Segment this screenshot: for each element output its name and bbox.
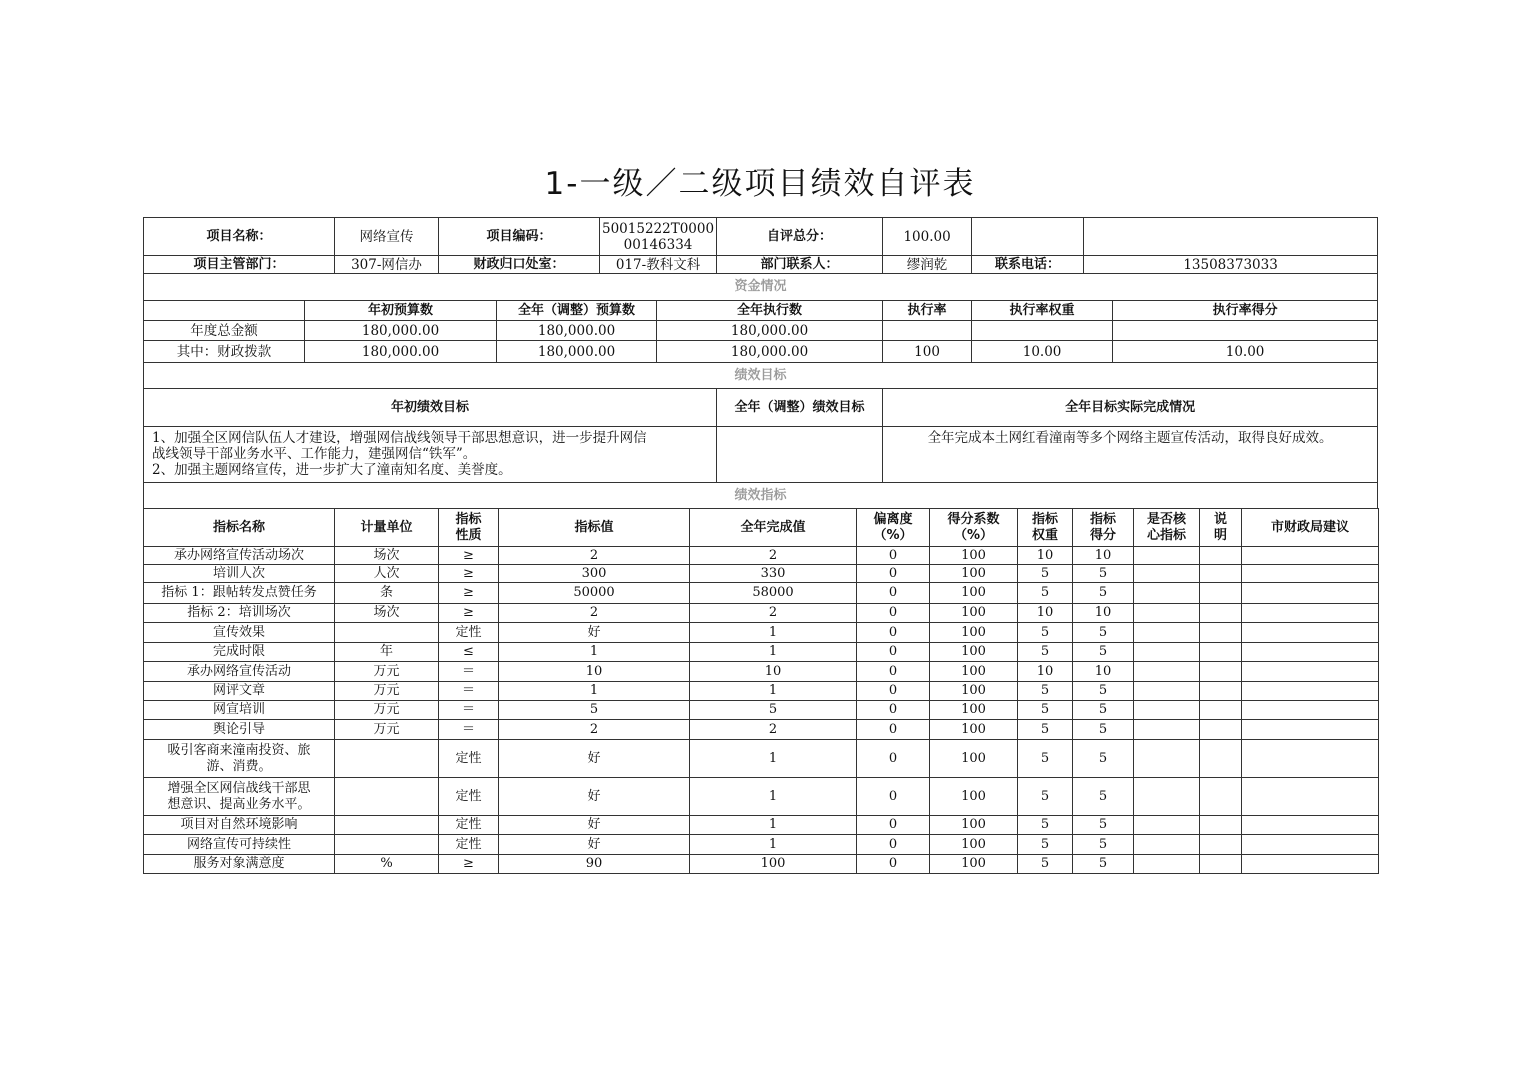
indicator-value: 2	[499, 604, 690, 623]
indicator-deviation: 0	[857, 583, 930, 604]
indicator-nature: ＝	[439, 701, 499, 720]
page-title: 1-一级／二级项目绩效自评表	[544, 166, 976, 202]
funds-header	[144, 301, 305, 321]
indicator-score: 5	[1073, 740, 1134, 778]
indicator-deviation: 0	[857, 816, 930, 835]
indicator-coef: 100	[930, 816, 1018, 835]
funds-header: 执行率权重	[972, 301, 1113, 321]
header-line: 得分系数	[947, 511, 1000, 527]
indicator-value: 5	[499, 701, 690, 720]
indicator-advice	[1242, 604, 1379, 623]
funds-section-row	[144, 274, 1378, 301]
indicator-coef: 100	[930, 740, 1018, 778]
goals-adjusted-header: 全年（调整）绩效目标	[717, 389, 883, 427]
indicator-row	[144, 778, 1379, 816]
header-line: 指标	[1031, 511, 1058, 527]
header-line: 心指标	[1146, 527, 1186, 543]
indicator-advice	[1242, 740, 1379, 778]
header-line: 是否核	[1146, 511, 1186, 527]
indicator-header-weight	[1018, 509, 1073, 547]
funds-header: 执行率得分	[1113, 301, 1378, 321]
indicator-row	[144, 816, 1379, 835]
indicator-name: 宣传效果	[144, 623, 335, 643]
header-line: 明	[1213, 527, 1227, 543]
dept-label: 项目主管部门：	[144, 256, 335, 274]
header-line: 得分	[1089, 527, 1116, 543]
indicator-core	[1134, 701, 1200, 720]
indicator-unit: 年	[335, 643, 439, 662]
header-line: 权重	[1031, 527, 1058, 543]
indicator-name: 舆论引导	[144, 720, 335, 740]
indicator-weight: 10	[1018, 662, 1073, 682]
indicator-value: 1	[499, 643, 690, 662]
funds-cell: 100	[883, 341, 972, 363]
indicator-header-core	[1134, 509, 1200, 547]
indicator-note	[1200, 701, 1242, 720]
project-code-label: 项目编码：	[439, 218, 600, 256]
indicator-weight: 5	[1018, 855, 1073, 874]
funds-row	[144, 341, 1378, 363]
indicator-nature: ≥	[439, 583, 499, 604]
indicator-advice	[1242, 583, 1379, 604]
indicator-core	[1134, 682, 1200, 701]
indicator-nature: ＝	[439, 720, 499, 740]
phone-label: 联系电话：	[972, 256, 1084, 274]
goals-actual-text: 全年完成本土网红看潼南等多个网络主题宣传活动，取得良好成效。	[883, 427, 1378, 483]
indicator-core	[1134, 720, 1200, 740]
indicator-deviation: 0	[857, 701, 930, 720]
indicator-note	[1200, 547, 1242, 565]
funds-section-title: 资金情况	[144, 274, 1378, 301]
indicator-nature: ＝	[439, 682, 499, 701]
indicator-core	[1134, 604, 1200, 623]
indicator-nature: 定性	[439, 740, 499, 778]
indicator-deviation: 0	[857, 720, 930, 740]
indicator-note	[1200, 643, 1242, 662]
indicator-header-advice: 市财政局建议	[1242, 509, 1379, 547]
indicator-core	[1134, 816, 1200, 835]
score-total-value: 100.00	[883, 218, 972, 256]
indicator-name-line: 游、消费。	[206, 758, 272, 774]
indicator-nature: ≥	[439, 855, 499, 874]
indicator-core	[1134, 583, 1200, 604]
project-code-line2: 00146334	[623, 236, 693, 253]
indicator-completed: 1	[690, 740, 857, 778]
indicator-coef: 100	[930, 835, 1018, 855]
funds-cell	[883, 321, 972, 341]
indicator-completed: 2	[690, 547, 857, 565]
project-code-value	[600, 218, 717, 256]
indicator-unit	[335, 740, 439, 778]
goals-initial-line: 2、加强主题网络宣传，进一步扩大了潼南知名度、美誉度。	[152, 462, 512, 478]
indicator-advice	[1242, 565, 1379, 583]
indicator-weight: 5	[1018, 701, 1073, 720]
indicator-coef: 100	[930, 720, 1018, 740]
indicator-core	[1134, 643, 1200, 662]
indicator-weight: 5	[1018, 565, 1073, 583]
indicator-score: 5	[1073, 855, 1134, 874]
indicator-unit: 万元	[335, 701, 439, 720]
contact-label: 部门联系人：	[717, 256, 883, 274]
indicator-name: 指标 2：培训场次	[144, 604, 335, 623]
header-line: （%）	[953, 527, 994, 543]
header-line: 指标	[1089, 511, 1116, 527]
indicator-unit: 万元	[335, 682, 439, 701]
indicator-advice	[1242, 682, 1379, 701]
indicator-core	[1134, 778, 1200, 816]
indicator-completed: 1	[690, 682, 857, 701]
indicator-coef: 100	[930, 623, 1018, 643]
goals-initial-line: 战线领导干部业务水平、工作能力，建强网信“铁军”。	[152, 446, 477, 462]
indicator-row	[144, 604, 1379, 623]
indicator-name: 承办网络宣传活动	[144, 662, 335, 682]
indicator-completed: 5	[690, 701, 857, 720]
indicator-name: 完成时限	[144, 643, 335, 662]
indicator-nature: ≥	[439, 547, 499, 565]
funds-cell: 180,000.00	[305, 321, 497, 341]
indicator-unit: 场次	[335, 604, 439, 623]
funds-cell: 其中：财政拨款	[144, 341, 305, 363]
indicator-value: 90	[499, 855, 690, 874]
indicator-nature: ＝	[439, 662, 499, 682]
indicator-core	[1134, 623, 1200, 643]
finance-office-label: 财政归口处室：	[439, 256, 600, 274]
project-name-value: 网络宣传	[335, 218, 439, 256]
indicator-name-line: 增强全区网信战线干部思	[167, 780, 311, 796]
funds-row	[144, 321, 1378, 341]
goals-header-row	[144, 389, 1378, 427]
goals-section-title: 绩效目标	[144, 363, 1378, 389]
indicator-header-nature	[439, 509, 499, 547]
dept-value: 307-网信办	[335, 256, 439, 274]
indicator-row	[144, 643, 1379, 662]
indicator-score: 5	[1073, 565, 1134, 583]
indicator-deviation: 0	[857, 855, 930, 874]
indicator-name-line: 想意识、提高业务水平。	[167, 796, 311, 812]
indicator-advice	[1242, 816, 1379, 835]
indicator-value: 好	[499, 740, 690, 778]
indicator-unit	[335, 778, 439, 816]
indicator-nature: 定性	[439, 623, 499, 643]
indicator-score: 5	[1073, 720, 1134, 740]
indicator-unit: 万元	[335, 720, 439, 740]
goals-section-row	[144, 363, 1378, 389]
goals-initial-text	[144, 427, 717, 483]
indicator-weight: 5	[1018, 778, 1073, 816]
indicator-weight: 5	[1018, 740, 1073, 778]
funds-header: 年初预算数	[305, 301, 497, 321]
funds-cell: 180,000.00	[305, 341, 497, 363]
funds-cell: 年度总金额	[144, 321, 305, 341]
indicator-deviation: 0	[857, 778, 930, 816]
indicator-deviation: 0	[857, 623, 930, 643]
indicator-header-completed: 全年完成值	[690, 509, 857, 547]
indicator-name	[144, 778, 335, 816]
indicator-unit: %	[335, 855, 439, 874]
indicator-completed: 1	[690, 816, 857, 835]
indicator-score: 5	[1073, 583, 1134, 604]
indicator-score: 5	[1073, 835, 1134, 855]
indicator-coef: 100	[930, 778, 1018, 816]
indicator-header-deviation	[857, 509, 930, 547]
indicator-header-name: 指标名称	[144, 509, 335, 547]
indicator-nature: 定性	[439, 816, 499, 835]
funds-cell: 180,000.00	[497, 321, 657, 341]
indicator-name: 项目对自然环境影响	[144, 816, 335, 835]
indicator-coef: 100	[930, 583, 1018, 604]
indicator-name: 网评文章	[144, 682, 335, 701]
header-line: （%）	[873, 527, 913, 543]
indicator-name-line: 吸引客商来潼南投资、旅	[167, 742, 311, 758]
indicators-section-row	[144, 483, 1378, 509]
indicator-deviation: 0	[857, 740, 930, 778]
indicator-value: 2	[499, 547, 690, 565]
indicator-header-unit: 计量单位	[335, 509, 439, 547]
goals-actual-header: 全年目标实际完成情况	[883, 389, 1378, 427]
indicator-note	[1200, 623, 1242, 643]
indicator-completed: 1	[690, 835, 857, 855]
indicator-name: 培训人次	[144, 565, 335, 583]
indicator-deviation: 0	[857, 682, 930, 701]
indicator-weight: 5	[1018, 720, 1073, 740]
empty-cell	[972, 218, 1084, 256]
indicator-header-coef	[930, 509, 1018, 547]
indicator-advice	[1242, 720, 1379, 740]
indicator-core	[1134, 740, 1200, 778]
indicator-row	[144, 682, 1379, 701]
indicator-header-value: 指标值	[499, 509, 690, 547]
indicator-core	[1134, 547, 1200, 565]
indicator-unit: 人次	[335, 565, 439, 583]
indicator-row	[144, 740, 1379, 778]
indicator-nature: 定性	[439, 835, 499, 855]
indicator-advice	[1242, 662, 1379, 682]
project-info-table	[143, 217, 1378, 509]
indicator-note	[1200, 740, 1242, 778]
contact-value: 缪润乾	[883, 256, 972, 274]
indicator-coef: 100	[930, 547, 1018, 565]
indicator-nature: 定性	[439, 778, 499, 816]
indicator-completed: 2	[690, 604, 857, 623]
indicator-header-score	[1073, 509, 1134, 547]
indicator-completed: 2	[690, 720, 857, 740]
indicator-advice	[1242, 701, 1379, 720]
indicator-note	[1200, 662, 1242, 682]
indicator-deviation: 0	[857, 547, 930, 565]
indicator-core	[1134, 855, 1200, 874]
indicator-name: 指标 1：跟帖转发点赞任务	[144, 583, 335, 604]
indicator-weight: 10	[1018, 547, 1073, 565]
goals-initial-line: 1、加强全区网信队伍人才建设，增强网信战线领导干部思想意识，进一步提升网信	[152, 430, 647, 446]
info-row-1	[144, 218, 1378, 256]
indicator-score: 10	[1073, 662, 1134, 682]
indicator-row	[144, 855, 1379, 874]
indicator-unit: 场次	[335, 547, 439, 565]
indicator-row	[144, 623, 1379, 643]
indicator-completed: 1	[690, 623, 857, 643]
indicator-row	[144, 565, 1379, 583]
indicator-note	[1200, 835, 1242, 855]
indicator-note	[1200, 720, 1242, 740]
indicator-note	[1200, 855, 1242, 874]
indicator-advice	[1242, 855, 1379, 874]
indicator-unit	[335, 835, 439, 855]
header-line: 偏离度	[873, 511, 913, 527]
indicator-score: 5	[1073, 643, 1134, 662]
indicator-value: 好	[499, 623, 690, 643]
indicator-note	[1200, 816, 1242, 835]
indicator-row	[144, 720, 1379, 740]
indicator-weight: 5	[1018, 835, 1073, 855]
indicator-value: 300	[499, 565, 690, 583]
indicator-header-note	[1200, 509, 1242, 547]
indicator-coef: 100	[930, 682, 1018, 701]
indicator-value: 好	[499, 816, 690, 835]
funds-cell: 180,000.00	[497, 341, 657, 363]
indicator-completed: 1	[690, 643, 857, 662]
phone-value: 13508373033	[1084, 256, 1378, 274]
indicator-coef: 100	[930, 643, 1018, 662]
indicator-weight: 5	[1018, 623, 1073, 643]
indicator-row	[144, 583, 1379, 604]
goals-initial-header: 年初绩效目标	[144, 389, 717, 427]
indicator-name	[144, 740, 335, 778]
funds-cell	[972, 321, 1113, 341]
indicator-name: 承办网络宣传活动场次	[144, 547, 335, 565]
indicator-score: 5	[1073, 778, 1134, 816]
indicator-coef: 100	[930, 604, 1018, 623]
indicator-name: 服务对象满意度	[144, 855, 335, 874]
indicator-weight: 5	[1018, 583, 1073, 604]
indicator-core	[1134, 662, 1200, 682]
indicator-note	[1200, 604, 1242, 623]
indicator-value: 50000	[499, 583, 690, 604]
indicator-score: 10	[1073, 547, 1134, 565]
funds-header: 全年（调整）预算数	[497, 301, 657, 321]
indicator-unit: 万元	[335, 662, 439, 682]
indicator-weight: 5	[1018, 643, 1073, 662]
indicators-table	[143, 508, 1379, 874]
indicator-deviation: 0	[857, 643, 930, 662]
indicators-section-title: 绩效指标	[144, 483, 1378, 509]
indicator-advice	[1242, 778, 1379, 816]
score-total-label: 自评总分：	[717, 218, 883, 256]
indicator-advice	[1242, 835, 1379, 855]
header-line: 指标	[455, 511, 482, 527]
indicator-completed: 58000	[690, 583, 857, 604]
indicator-coef: 100	[930, 855, 1018, 874]
indicator-nature: ≥	[439, 604, 499, 623]
indicator-deviation: 0	[857, 835, 930, 855]
indicator-value: 1	[499, 682, 690, 701]
indicator-note	[1200, 583, 1242, 604]
indicator-note	[1200, 778, 1242, 816]
indicator-score: 5	[1073, 623, 1134, 643]
indicator-row	[144, 547, 1379, 565]
funds-cell: 10.00	[1113, 341, 1378, 363]
indicator-row	[144, 701, 1379, 720]
indicator-core	[1134, 565, 1200, 583]
project-name-label: 项目名称：	[144, 218, 335, 256]
indicator-value: 好	[499, 778, 690, 816]
header-line: 性质	[455, 527, 482, 543]
empty-cell	[1084, 218, 1378, 256]
indicator-nature: ≥	[439, 565, 499, 583]
indicator-value: 好	[499, 835, 690, 855]
indicator-advice	[1242, 643, 1379, 662]
indicator-unit: 条	[335, 583, 439, 604]
indicator-score: 10	[1073, 604, 1134, 623]
indicator-value: 2	[499, 720, 690, 740]
indicator-coef: 100	[930, 701, 1018, 720]
funds-header: 执行率	[883, 301, 972, 321]
indicator-deviation: 0	[857, 565, 930, 583]
funds-header-row	[144, 301, 1378, 321]
funds-cell: 180,000.00	[657, 341, 883, 363]
indicator-advice	[1242, 623, 1379, 643]
funds-cell: 180,000.00	[657, 321, 883, 341]
finance-office-value: 017-教科文科	[600, 256, 717, 274]
indicator-note	[1200, 565, 1242, 583]
indicator-deviation: 0	[857, 604, 930, 623]
info-row-2	[144, 256, 1378, 274]
indicators-header-row	[144, 509, 1379, 547]
indicator-completed: 10	[690, 662, 857, 682]
indicator-completed: 100	[690, 855, 857, 874]
header-line: 说	[1213, 511, 1227, 527]
funds-header: 全年执行数	[657, 301, 883, 321]
indicator-completed: 1	[690, 778, 857, 816]
goals-content-row	[144, 427, 1378, 483]
funds-cell	[1113, 321, 1378, 341]
indicator-note	[1200, 682, 1242, 701]
funds-cell: 10.00	[972, 341, 1113, 363]
indicator-score: 5	[1073, 682, 1134, 701]
indicator-unit	[335, 816, 439, 835]
indicator-score: 5	[1073, 816, 1134, 835]
indicator-core	[1134, 835, 1200, 855]
project-code-line1: 50015222T0000	[602, 220, 715, 237]
indicator-name: 网络宣传可持续性	[144, 835, 335, 855]
goals-adjusted-text	[717, 427, 883, 483]
indicator-name: 网宣培训	[144, 701, 335, 720]
indicator-nature: ≤	[439, 643, 499, 662]
indicator-coef: 100	[930, 662, 1018, 682]
indicator-weight: 5	[1018, 816, 1073, 835]
indicator-row	[144, 835, 1379, 855]
indicator-deviation: 0	[857, 662, 930, 682]
indicator-unit	[335, 623, 439, 643]
indicator-advice	[1242, 547, 1379, 565]
indicator-weight: 5	[1018, 682, 1073, 701]
indicator-weight: 10	[1018, 604, 1073, 623]
indicator-value: 10	[499, 662, 690, 682]
indicator-score: 5	[1073, 701, 1134, 720]
indicator-coef: 100	[930, 565, 1018, 583]
indicator-completed: 330	[690, 565, 857, 583]
indicator-row	[144, 662, 1379, 682]
